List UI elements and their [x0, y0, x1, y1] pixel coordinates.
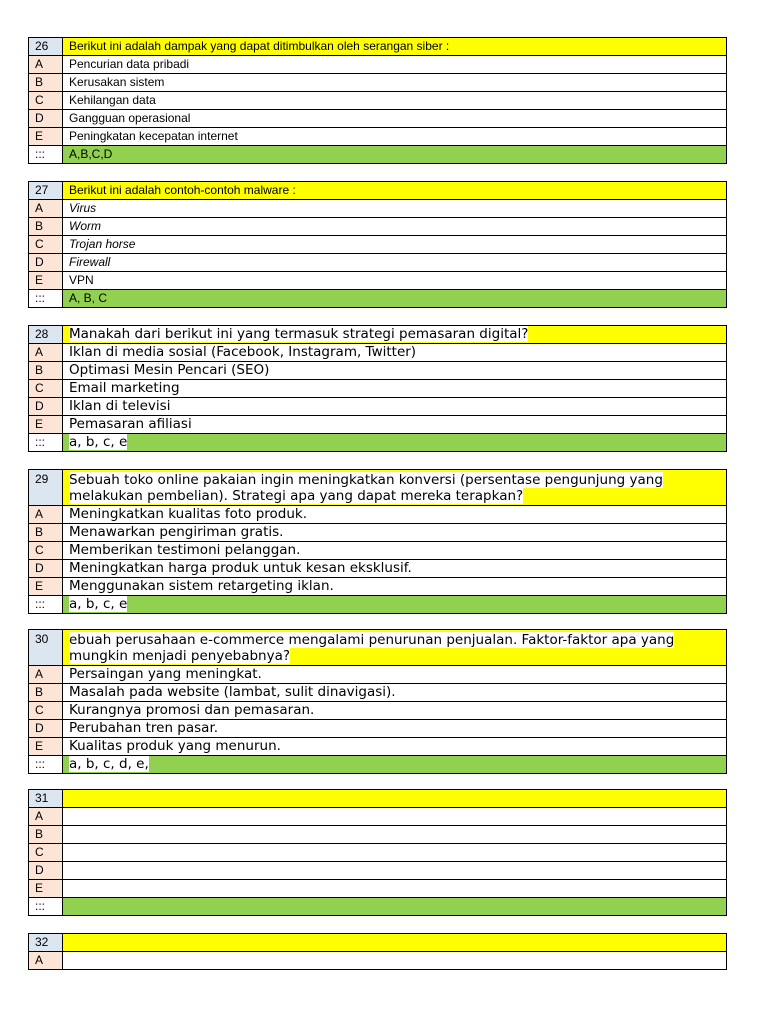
option-row-b: [29, 684, 727, 702]
question-number: 27: [29, 182, 63, 200]
option-text: Email marketing: [63, 380, 727, 398]
question-text: [63, 934, 727, 952]
answer-label: :::: [29, 434, 63, 452]
option-text: Masalah pada website (lambat, sulit dinavigasi).: [63, 684, 727, 702]
answer-text: [63, 756, 727, 774]
question-block-27: [28, 181, 727, 308]
option-row-e: [29, 272, 727, 290]
question-row: [29, 182, 727, 200]
option-text: Kurangnya promosi dan pemasaran.: [63, 702, 727, 720]
option-row-b: [29, 218, 727, 236]
option-text: [63, 952, 727, 970]
option-label: B: [29, 684, 63, 702]
answer-label: :::: [29, 146, 63, 164]
question-number: 31: [29, 790, 63, 808]
option-row-b: [29, 362, 727, 380]
option-label: D: [29, 110, 63, 128]
option-label: B: [29, 74, 63, 92]
question-text: Berikut ini adalah contoh-contoh malware :: [63, 182, 727, 200]
question-text-span: Sebuah toko online pakaian ingin meningkatkan konversi (persentase pengunjung yang melakukan pembelian). Strategi apa yang dapat mereka terapkan?: [69, 471, 663, 504]
option-label: D: [29, 398, 63, 416]
option-label: A: [29, 344, 63, 362]
question-row: [29, 470, 727, 506]
answer-row: [29, 756, 727, 774]
option-row-c: [29, 380, 727, 398]
option-row-e: [29, 128, 727, 146]
option-text: Gangguan operasional: [63, 110, 727, 128]
question-row: [29, 630, 727, 666]
option-row-b: [29, 826, 727, 844]
answer-text: [63, 596, 727, 614]
option-text: Firewall: [63, 254, 727, 272]
option-label: E: [29, 880, 63, 898]
option-row-d: [29, 720, 727, 738]
option-text: VPN: [63, 272, 727, 290]
option-row-d: [29, 398, 727, 416]
option-text: Perubahan tren pasar.: [63, 720, 727, 738]
option-row-d: [29, 560, 727, 578]
option-row-c: [29, 92, 727, 110]
option-label: C: [29, 844, 63, 862]
question-block-30: [28, 629, 727, 774]
option-text: [63, 826, 727, 844]
option-label: B: [29, 524, 63, 542]
answer-label: :::: [29, 756, 63, 774]
option-label: D: [29, 560, 63, 578]
option-label: E: [29, 416, 63, 434]
option-row-d: [29, 254, 727, 272]
option-row-e: [29, 416, 727, 434]
answer-text: [63, 434, 727, 452]
option-label: A: [29, 808, 63, 826]
option-label: A: [29, 506, 63, 524]
answer-text-span: a, b, c, e: [69, 596, 128, 612]
option-text: Peningkatan kecepatan internet: [63, 128, 727, 146]
question-text: [63, 630, 727, 666]
option-row-c: [29, 844, 727, 862]
answer-label: :::: [29, 898, 63, 916]
option-text: [63, 862, 727, 880]
option-row-b: [29, 524, 727, 542]
option-text: Virus: [63, 200, 727, 218]
question-block-26: [28, 37, 727, 164]
option-label: E: [29, 738, 63, 756]
answer-row: [29, 434, 727, 452]
option-label: D: [29, 720, 63, 738]
option-text: Kualitas produk yang menurun.: [63, 738, 727, 756]
option-text: Iklan di media sosial (Facebook, Instagram, Twitter): [63, 344, 727, 362]
question-block-29: [28, 469, 727, 614]
question-text-span: Manakah dari berikut ini yang termasuk strategi pemasaran digital?: [69, 326, 529, 342]
question-row: [29, 790, 727, 808]
option-label: A: [29, 56, 63, 74]
option-label: D: [29, 862, 63, 880]
question-number: 32: [29, 934, 63, 952]
option-text: [63, 844, 727, 862]
option-row-a: [29, 506, 727, 524]
question-number: 29: [29, 470, 63, 506]
question-row: [29, 934, 727, 952]
option-text: Trojan horse: [63, 236, 727, 254]
answer-row: [29, 596, 727, 614]
option-row-d: [29, 110, 727, 128]
option-text: Pemasaran afiliasi: [63, 416, 727, 434]
option-text: Pencurian data pribadi: [63, 56, 727, 74]
option-label: B: [29, 826, 63, 844]
question-number: 26: [29, 38, 63, 56]
option-label: C: [29, 92, 63, 110]
option-label: B: [29, 218, 63, 236]
question-text: [63, 790, 727, 808]
question-text: [63, 470, 727, 506]
question-text: Berikut ini adalah dampak yang dapat ditimbulkan oleh serangan siber :: [63, 38, 727, 56]
answer-text: A, B, C: [63, 290, 727, 308]
option-row-d: [29, 862, 727, 880]
answer-label: :::: [29, 596, 63, 614]
option-label: A: [29, 952, 63, 970]
answer-text: [63, 898, 727, 916]
question-block-32: [28, 933, 727, 970]
option-row-a: [29, 952, 727, 970]
option-text: Worm: [63, 218, 727, 236]
option-row-e: [29, 578, 727, 596]
option-text: Kerusakan sistem: [63, 74, 727, 92]
option-label: A: [29, 666, 63, 684]
answer-label: :::: [29, 290, 63, 308]
answer-row: [29, 290, 727, 308]
question-row: [29, 326, 727, 344]
option-row-a: [29, 344, 727, 362]
option-text: Iklan di televisi: [63, 398, 727, 416]
option-row-b: [29, 74, 727, 92]
option-label: C: [29, 702, 63, 720]
option-text: [63, 880, 727, 898]
option-text: Kehilangan data: [63, 92, 727, 110]
option-row-a: [29, 666, 727, 684]
option-label: E: [29, 272, 63, 290]
question-text-span: ebuah perusahaan e-commerce mengalami penurunan penjualan. Faktor-faktor apa yang mungkin menjadi penyebabnya?: [69, 631, 675, 664]
option-row-a: [29, 56, 727, 74]
option-label: E: [29, 128, 63, 146]
option-text: Persaingan yang meningkat.: [63, 666, 727, 684]
option-text: [63, 808, 727, 826]
option-label: C: [29, 236, 63, 254]
option-text: Menggunakan sistem retargeting iklan.: [63, 578, 727, 596]
option-text: Menawarkan pengiriman gratis.: [63, 524, 727, 542]
option-row-c: [29, 236, 727, 254]
answer-text-span: a, b, c, d, e,: [69, 756, 149, 772]
option-row-e: [29, 738, 727, 756]
option-row-e: [29, 880, 727, 898]
answer-row: [29, 898, 727, 916]
answer-row: [29, 146, 727, 164]
option-row-c: [29, 542, 727, 560]
option-text: Memberikan testimoni pelanggan.: [63, 542, 727, 560]
question-row: [29, 38, 727, 56]
question-text: [63, 326, 727, 344]
option-label: A: [29, 200, 63, 218]
option-label: C: [29, 380, 63, 398]
option-text: Optimasi Mesin Pencari (SEO): [63, 362, 727, 380]
option-text: Meningkatkan kualitas foto produk.: [63, 506, 727, 524]
question-number: 30: [29, 630, 63, 666]
question-block-31: [28, 789, 727, 916]
question-number: 28: [29, 326, 63, 344]
option-row-a: [29, 200, 727, 218]
option-label: E: [29, 578, 63, 596]
option-row-c: [29, 702, 727, 720]
answer-text-span: a, b, c, e: [69, 434, 128, 450]
option-row-a: [29, 808, 727, 826]
option-label: B: [29, 362, 63, 380]
option-label: C: [29, 542, 63, 560]
answer-text: A,B,C,D: [63, 146, 727, 164]
option-label: D: [29, 254, 63, 272]
question-block-28: [28, 325, 727, 452]
option-text: Meningkatkan harga produk untuk kesan eksklusif.: [63, 560, 727, 578]
